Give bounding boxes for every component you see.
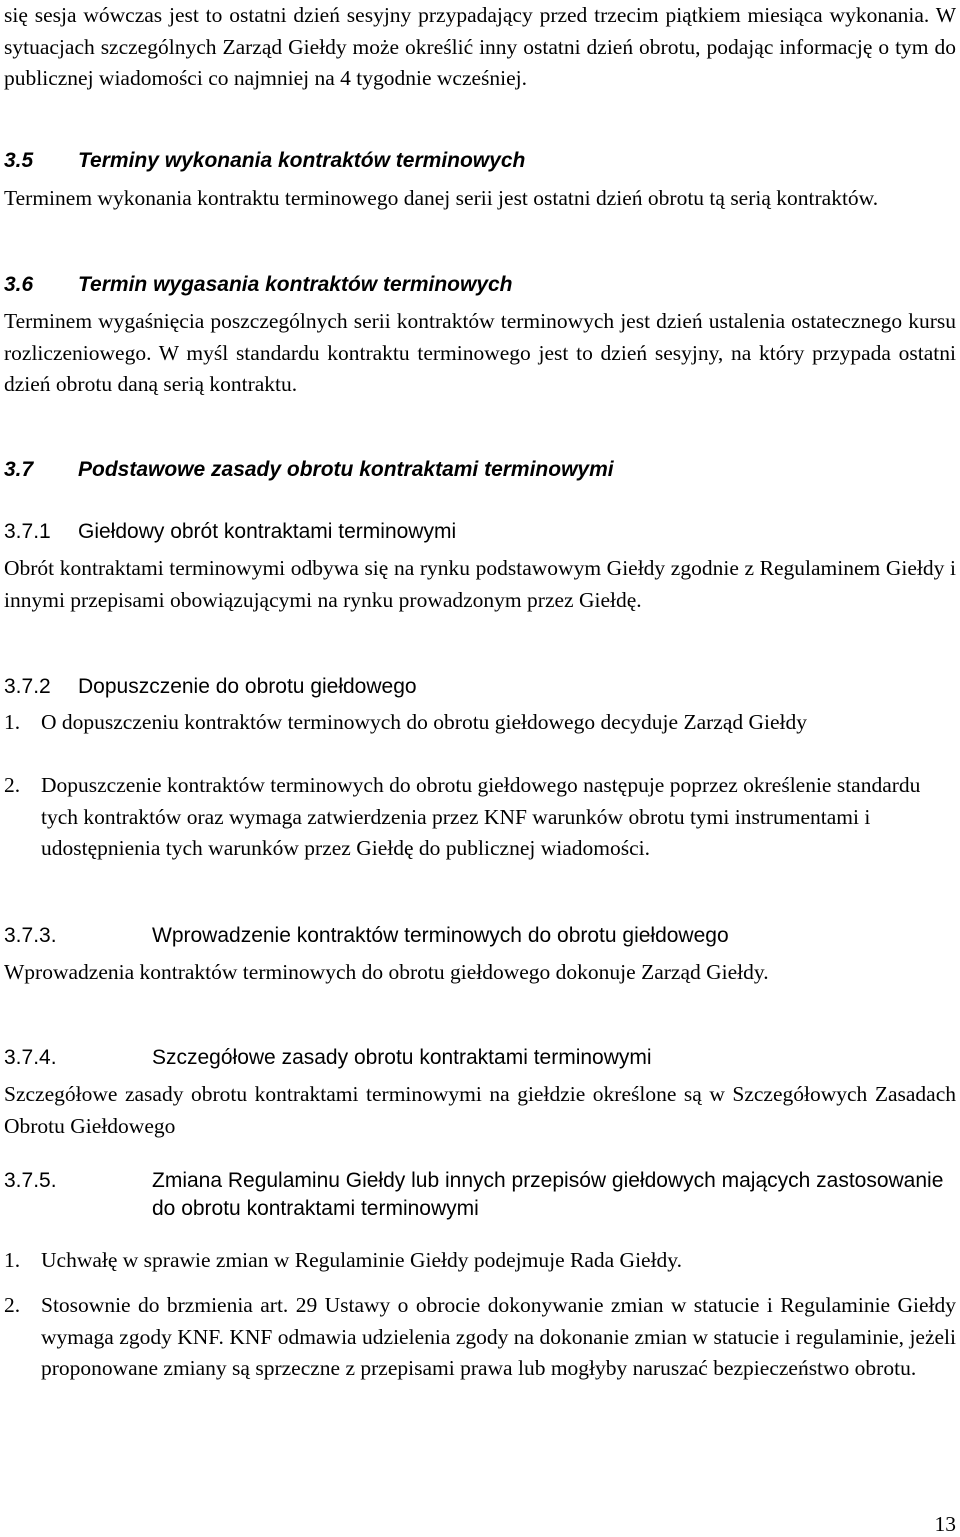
section-number: 3.7.3. <box>4 924 57 947</box>
section-3-7-heading <box>4 456 956 484</box>
section-number: 3.7.4. <box>4 1046 57 1069</box>
section-3-6-heading <box>4 271 956 299</box>
section-title: Giełdowy obrót kontraktami terminowymi <box>78 520 457 543</box>
section-number: 3.5 <box>4 149 34 172</box>
list-item-text: O dopuszczeniu kontraktów terminowych do obrotu giełdowego decyduje Zarząd Giełdy <box>41 710 808 734</box>
list-item <box>4 770 956 865</box>
section-3-5-heading <box>4 147 956 175</box>
list-item <box>4 1245 956 1277</box>
section-number: 3.7 <box>4 458 34 481</box>
section-title: Dopuszczenie do obrotu giełdowego <box>78 675 417 698</box>
section-title: Wprowadzenie kontraktów terminowych do obrotu giełdowego <box>152 924 729 947</box>
section-3-6-body: Terminem wygaśnięcia poszczególnych serii kontraktów terminowych jest dzień ustalenia ostatecznego kursu rozliczeniowego. W myśl standardu kontraktu terminowego jest to dzień sesyjny, na który przypada ostatni dzień obrotu daną serią kontraktu. <box>4 309 956 396</box>
section-number: 3.6 <box>4 273 34 296</box>
section-number: 3.7.1 <box>4 520 51 543</box>
list-item-number: 1. <box>4 1248 21 1272</box>
list-item-text: Dopuszczenie kontraktów terminowych do obrotu giełdowego następuje poprzez określenie standardu tych kontraktów oraz wymaga zatwierdzenia przez KNF warunków obrotu tymi instrumentami i udostępnienia tych warunków przez Giełdę do publicznej wiadomości. <box>41 773 921 860</box>
section-3-7-2-heading <box>4 673 956 701</box>
list-item-text: Stosownie do brzmienia art. 29 Ustawy o obrocie dokonywanie zmian w statucie i Regulaminie Giełdy wymaga zgody KNF. KNF odmawia udzielenia zgody na dokonanie zmian w statucie i regulaminie, jeżeli proponowane zmiany są sprzeczne z przepisami prawa lub mogłyby naruszać bezpieczeństwo obrotu. <box>41 1293 956 1380</box>
list-item-number: 2. <box>4 1293 21 1317</box>
section-3-5-body: Terminem wykonania kontraktu terminowego danej serii jest ostatni dzień obrotu tą serią kontraktów. <box>4 186 879 210</box>
list-item <box>4 1290 956 1385</box>
section-3-7-3-heading <box>4 922 956 950</box>
section-title: Podstawowe zasady obrotu kontraktami terminowymi <box>78 458 614 481</box>
section-title: Zmiana Regulaminu Giełdy lub innych przepisów giełdowych mających zastosowanie do obrotu kontraktami terminowymi <box>152 1169 944 1220</box>
section-3-7-4-heading <box>4 1044 956 1072</box>
section-3-7-5-heading <box>4 1167 956 1223</box>
list-item <box>4 707 956 739</box>
section-title: Terminy wykonania kontraktów terminowych <box>78 149 526 172</box>
section-number: 3.7.5. <box>4 1169 57 1192</box>
list-item-text: Uchwałę w sprawie zmian w Regulaminie Giełdy podejmuje Rada Giełdy. <box>41 1248 683 1272</box>
list-item-number: 1. <box>4 710 21 734</box>
section-3-7-1-heading <box>4 518 956 546</box>
section-3-7-4-body: Szczegółowe zasady obrotu kontraktami terminowymi na giełdzie określone są w Szczegółowych Zasadach Obrotu Giełdowego <box>4 1082 956 1138</box>
section-title: Termin wygasania kontraktów terminowych <box>78 273 513 296</box>
section-3-7-3-body: Wprowadzenia kontraktów terminowych do obrotu giełdowego dokonuje Zarząd Giełdy. <box>4 960 769 984</box>
page-number: 13 <box>934 1512 956 1536</box>
section-title: Szczegółowe zasady obrotu kontraktami terminowymi <box>152 1046 652 1069</box>
list-item-number: 2. <box>4 773 21 797</box>
section-number: 3.7.2 <box>4 675 51 698</box>
intro-paragraph: się sesja wówczas jest to ostatni dzień sesyjny przypadający przed trzecim piątkiem miesiąca wykonania. W sytuacjach szczególnych Zarząd Giełdy może określić inny ostatni dzień obrotu, podając informację o tym do publicznej wiadomości co najmniej na 4 tygodnie wcześniej. <box>4 3 956 90</box>
section-3-7-1-body: Obrót kontraktami terminowymi odbywa się na rynku podstawowym Giełdy zgodnie z Regulaminem Giełdy i innymi przepisami obowiązującymi na rynku prowadzonym przez Giełdę. <box>4 556 956 612</box>
